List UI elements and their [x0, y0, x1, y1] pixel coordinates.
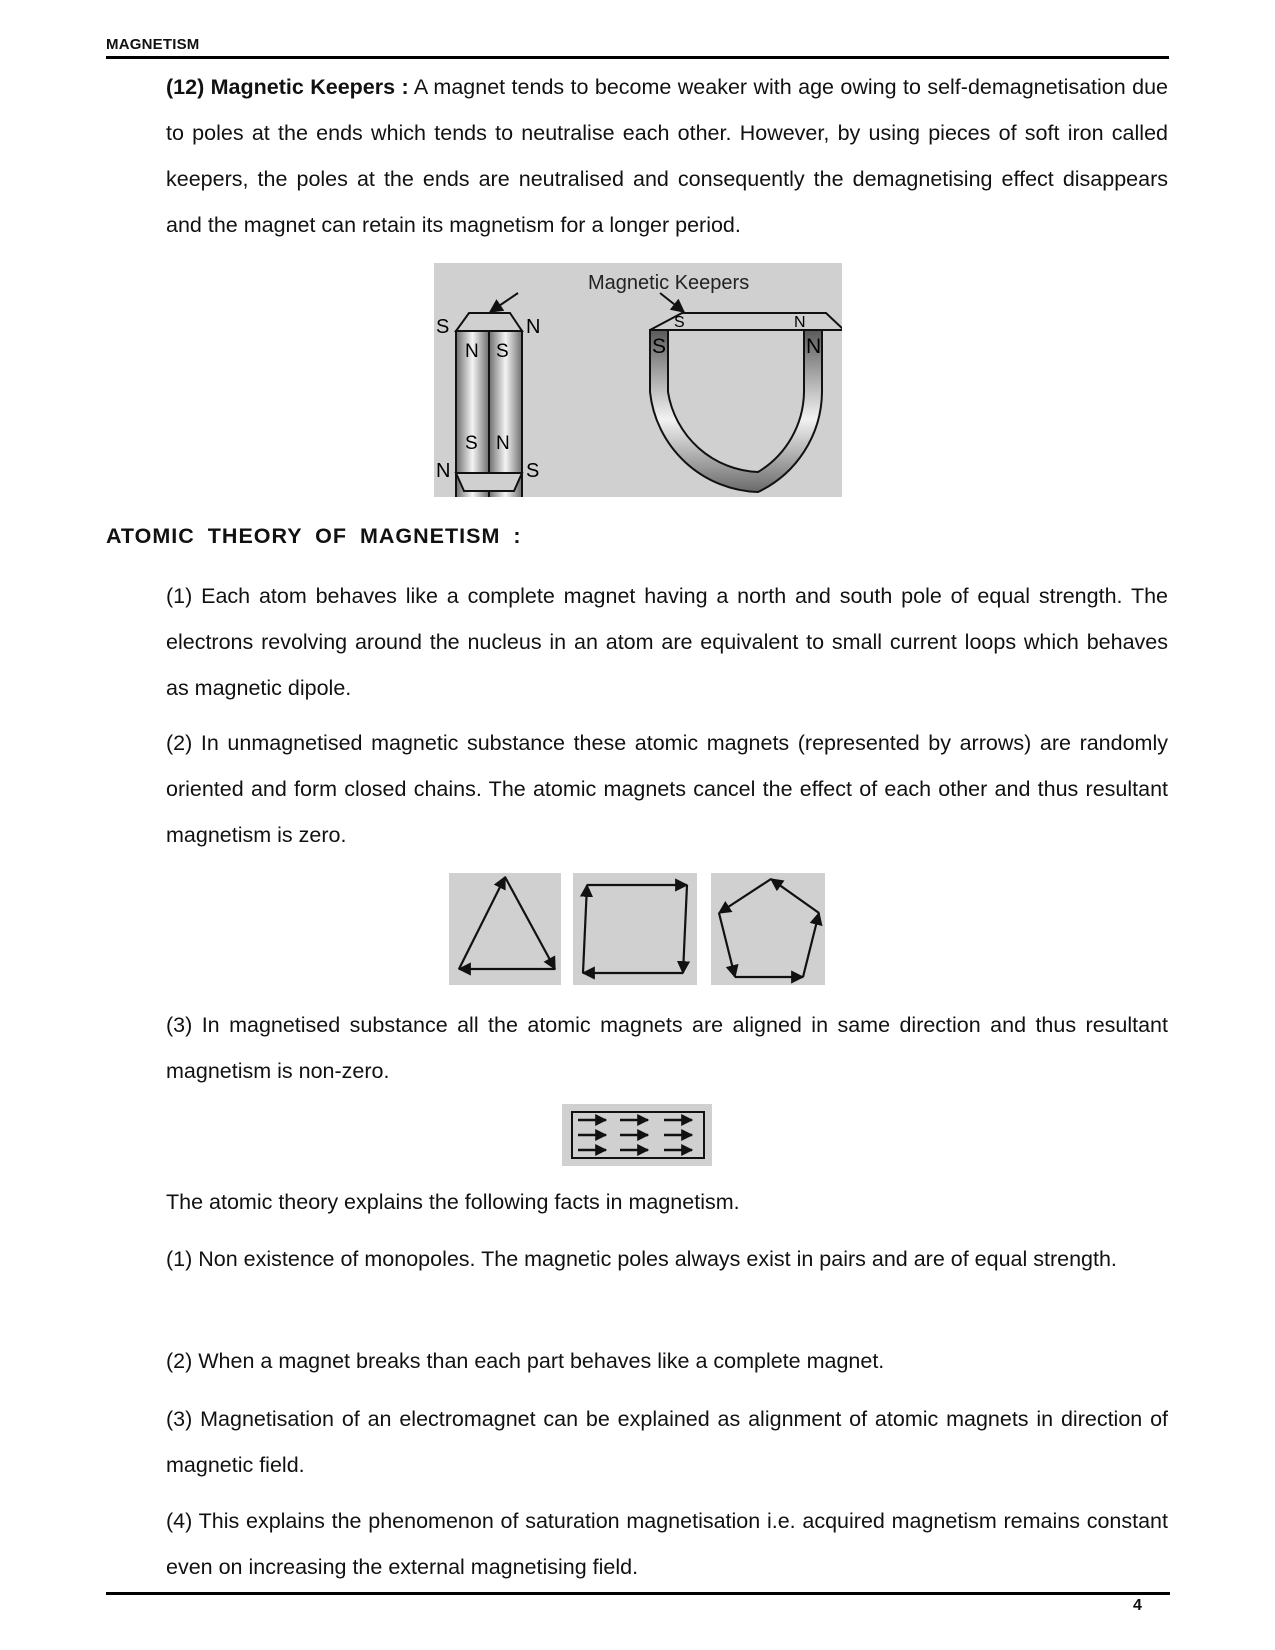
magnetic-keepers-figure [434, 263, 842, 497]
running-header: MAGNETISM [106, 36, 200, 53]
pole-label: S [436, 316, 450, 338]
pole-label: S [674, 314, 685, 331]
pole-label: N [806, 335, 822, 358]
pole-label: N [526, 316, 541, 338]
pole-label: N [465, 341, 479, 362]
pole-label: N [436, 460, 451, 482]
bottom-keeper [456, 473, 522, 491]
footer-rule [106, 1592, 1170, 1595]
fact-item-3: (3) Magnetisation of an electromagnet can be explained as alignment of atomic magnets in direction of magnetic field. [166, 1407, 1168, 1477]
pole-label: N [496, 433, 510, 454]
pole-label: S [652, 335, 667, 358]
facts-intro: The atomic theory explains the following facts in magnetism. [166, 1190, 740, 1214]
pole-label: S [465, 433, 478, 454]
triangle-chain [449, 873, 561, 985]
pole-label: S [496, 341, 509, 362]
magnetic-keepers-paragraph [166, 64, 1168, 248]
top-keeper [456, 313, 522, 331]
keepers-caption: Magnetic Keepers [588, 272, 750, 294]
pole-label: N [794, 314, 806, 331]
fact-item-2: (2) When a magnet breaks than each part behaves like a complete magnet. [166, 1349, 885, 1373]
atomic-theory-point-1: (1) Each atom behaves like a complete magnet having a north and south pole of equal strength. The electrons revolving around the nucleus in an atom are equivalent to small current loops which behaves as magnetic dipole. [166, 584, 1168, 700]
magnetised-alignment-figure [562, 1104, 712, 1166]
magnetic-keepers-label: (12) Magnetic Keepers : [166, 75, 409, 99]
header-rule [106, 56, 1169, 59]
magnetic-keepers-text: A magnet tends to become weaker with age owing to self-demagnetisation due to poles at the ends which tends to neutralise each other. However, by using pieces of soft iron called keepers, the poles at the ends are neutralised and consequently the demagnetising effect disappears and the magnet can retain its magnetism for a longer period. [166, 75, 1168, 237]
page-number: 4 [1133, 1597, 1142, 1614]
fact-item-1: (1) Non existence of monopoles. The magnetic poles always exist in pairs and are of equal strength. [166, 1247, 1117, 1271]
atomic-theory-point-2: (2) In unmagnetised magnetic substance these atomic magnets (represented by arrows) are randomly oriented and form closed chains. The atomic magnets cancel the effect of each other and thus resultant magnetism is zero. [166, 731, 1168, 847]
pole-label: S [526, 460, 540, 482]
unmagnetised-chains-figure [449, 873, 825, 985]
atomic-theory-point-3: (3) In magnetised substance all the atomic magnets are aligned in same direction and thus resultant magnetism is non-zero. [166, 1013, 1168, 1083]
atomic-theory-heading: ATOMIC THEORY OF MAGNETISM : [106, 524, 522, 548]
fact-item-4: (4) This explains the phenomenon of saturation magnetisation i.e. acquired magnetism remains constant even on increasing the external magnetising field. [166, 1509, 1168, 1579]
square-chain [573, 873, 697, 985]
pentagon-chain [711, 873, 825, 985]
